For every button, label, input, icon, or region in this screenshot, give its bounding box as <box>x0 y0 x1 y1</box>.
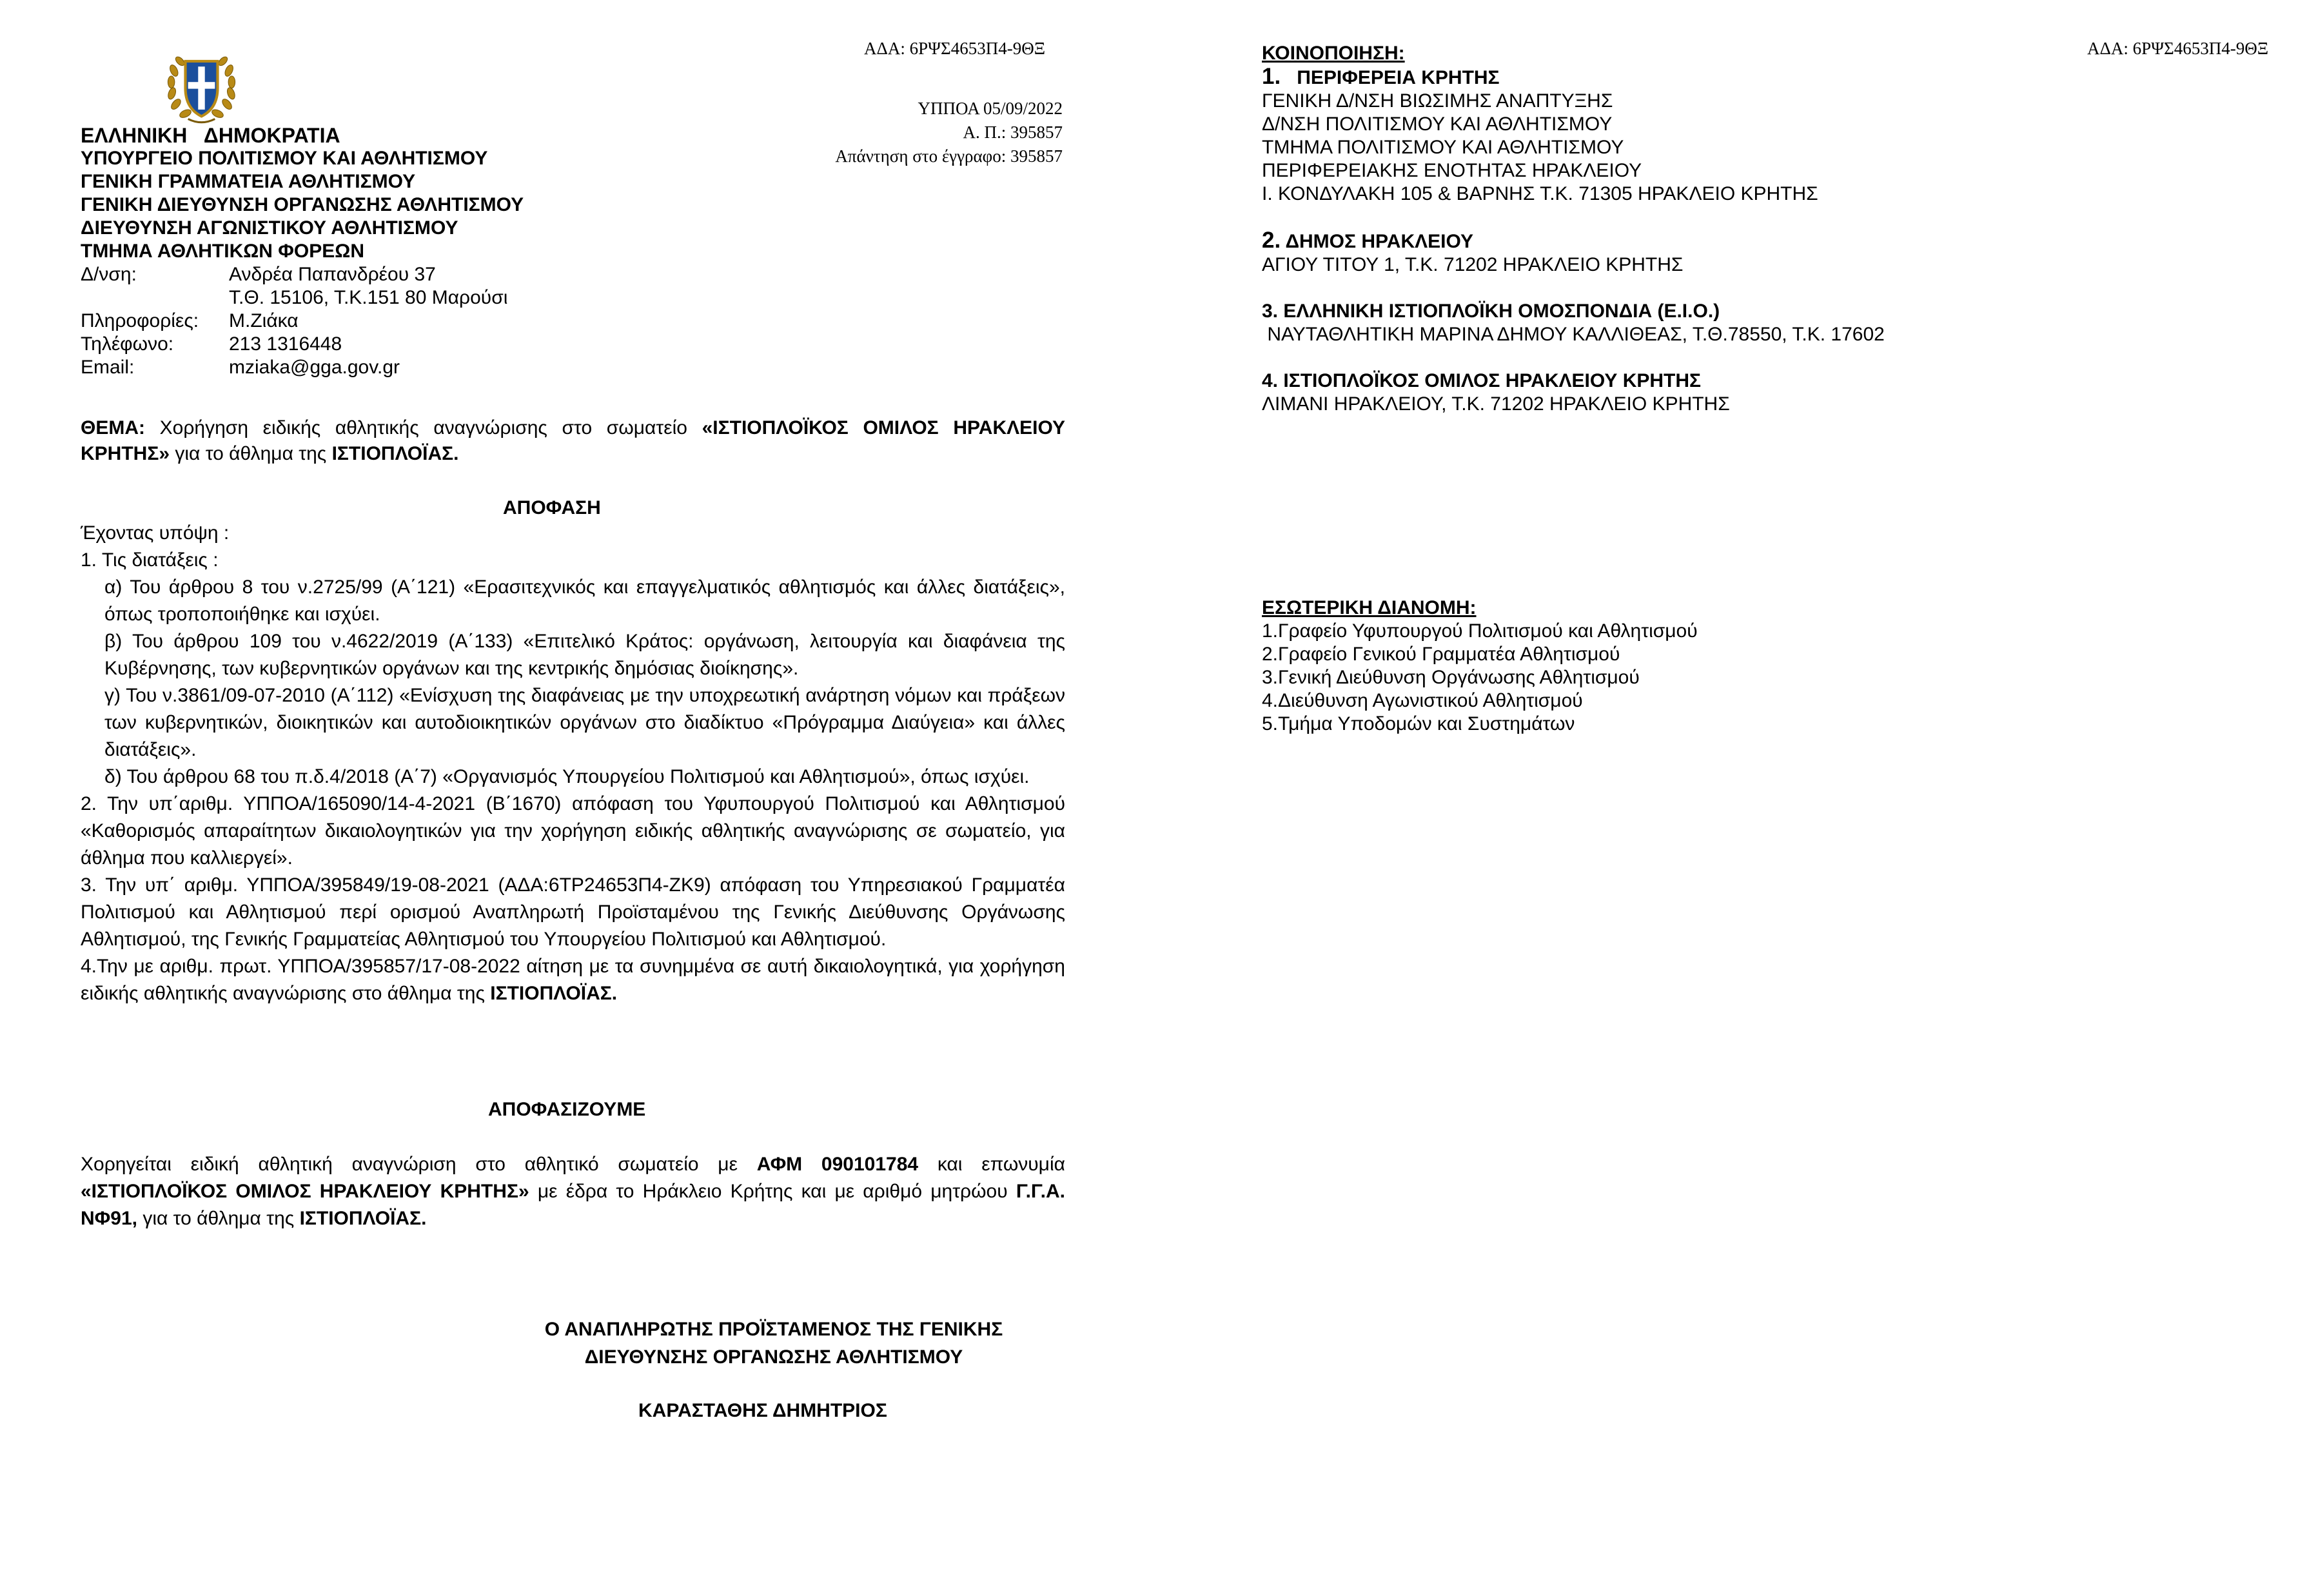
recipient-address-line: ΓΕΝΙΚΗ Δ/ΝΣΗ ΒΙΩΣΙΜΗΣ ΑΝΑΠΤΥΞΗΣ <box>1262 90 1613 112</box>
contact-details <box>81 263 725 379</box>
secretariat-line: ΓΕΝΙΚΗ ΓΡΑΜΜΑΤΕΙΑ ΑΘΛΗΤΙΣΜΟΥ <box>81 171 416 192</box>
subject-sport: ΙΣΤΙΟΠΛΟΪΑΣ. <box>331 443 459 464</box>
notification-heading: ΚΟΙΝΟΠΟΙΗΣΗ: <box>1262 43 1405 64</box>
internal-distribution <box>1262 596 1907 736</box>
decision-text: για το άθλημα της <box>137 1208 300 1229</box>
recipient-address-line: ΝΑΥΤΑΘΛΗΤΙΚΗ ΜΑΡΙΝΑ ΔΗΜΟΥ ΚΑΛΛΙΘΕΑΣ, Τ.Θ.78550, Τ.Κ. 17602 <box>1262 324 1885 345</box>
decision-afm: ΑΦΜ 090101784 <box>756 1154 919 1175</box>
signatory-title <box>387 1315 1161 1371</box>
contact-label: Δ/νση: <box>81 264 137 285</box>
distribution-item: 5.Τμήμα Υποδομών και Συστημάτων <box>1262 713 1575 734</box>
decision-heading: ΑΠΟΦΑΣΗ <box>503 497 601 518</box>
recital-item: 2. Την υπ΄αριθμ. ΥΠΠΟΑ/165090/14-4-2021 (Β΄1670) απόφαση του Υφυπουργού Πολιτισμού και Αθλητισμού «Καθορισμός απαραίτητων δικαιολογητικών για την χορήγηση ειδικής αθλητικής αναγνώρισης σε σωματείο, για άθλημα που καλλιεργεί». <box>81 793 1065 869</box>
recital-subitem: α) Του άρθρου 8 του ν.2725/99 (Α΄121) «Ερασιτεχνικός και επαγγελματικός αθλητισμός και άλλες διατάξεις», όπως τροποποιήθηκε και ισχύει. <box>104 576 1065 625</box>
recipient-title: ΔΗΜΟΣ ΗΡΑΚΛΕΙΟΥ <box>1285 231 1473 252</box>
distribution-item: 3.Γενική Διεύθυνση Οργάνωσης Αθλητισμού <box>1262 667 1640 688</box>
notification-list <box>1262 42 2036 416</box>
decision-registry: Γ.Γ.Α. ΝΦ91, <box>81 1181 1065 1229</box>
contact-label: Πληροφορίες: <box>81 310 199 331</box>
recipient-address-line: ΠΕΡΙΦΕΡΕΙΑΚΗΣ ΕΝΟΤΗΤΑΣ ΗΡΑΚΛΕΙΟΥ <box>1262 160 1642 181</box>
decision-paragraph <box>81 1151 1065 1232</box>
issuing-authority <box>81 124 725 379</box>
recipient-number: 2. <box>1262 228 1281 253</box>
contact-email[interactable]: mziaka@gga.gov.gr <box>229 357 400 378</box>
ada-code: ΑΔΑ: 6ΡΨΣ4653Π4-9ΘΞ <box>864 39 1046 58</box>
recipient-address-line: ΤΜΗΜΑ ΠΟΛΙΤΙΣΜΟΥ ΚΑΙ ΑΘΛΗΤΙΣΜΟΥ <box>1262 137 1624 158</box>
recital-subitem: δ) Του άρθρου 68 του π.δ.4/2018 (Α΄7) «Οργανισμός Υπουργείου Πολιτισμού και Αθλητισμού», όπως ισχύει. <box>104 766 1030 787</box>
distribution-item: 4.Διεύθυνση Αγωνιστικού Αθλητισμού <box>1262 690 1583 711</box>
decision-text: με έδρα το Ηράκλειο Κρήτης και με αριθμό μητρώου <box>529 1181 1016 1202</box>
ministry-line: ΥΠΟΥΡΓΕΙΟ ΠΟΛΙΤΙΣΜΟΥ ΚΑΙ ΑΘΛΗΤΙΣΜΟΥ <box>81 148 488 169</box>
reply-reference: Απάντηση στο έγγραφο: 395857 <box>835 146 1063 166</box>
signatory-title-line: Ο ΑΝΑΠΛΗΡΩΤΗΣ ΠΡΟΪΣΤΑΜΕΝΟΣ ΤΗΣ ΓΕΝΙΚΗΣ <box>544 1319 1003 1340</box>
subject-text: για το άθλημα της <box>170 443 332 464</box>
internal-distribution-heading: ΕΣΩΤΕΡΙΚΗ ΔΙΑΝΟΜΗ: <box>1262 597 1477 618</box>
recipient-title: ΠΕΡΙΦΕΡΕΙΑ ΚΡΗΤΗΣ <box>1297 67 1500 88</box>
contact-value: Ανδρέα Παπανδρέου 37 <box>229 264 436 285</box>
signatory-name: ΚΑΡΑΣΤΑΘΗΣ ΔΗΜΗΤΡΙΟΣ <box>638 1400 887 1421</box>
recipient-name <box>1262 229 2036 253</box>
decision-text: και επωνυμία <box>918 1154 1065 1175</box>
contact-label <box>81 286 229 310</box>
recital-subitem: γ) Του ν.3861/09-07-2010 (Α΄112) «Ενίσχυση της διαφάνειας με την υποχρεωτική ανάρτηση νόμων και πράξεων των κυβερνητικών, διοικητικών και αυτοδιοικητικών οργάνων στο διαδίκτυο «Πρόγραμμα Διαύγεια» και άλλες διατάξεις». <box>104 685 1065 760</box>
greek-emblem-icon <box>161 46 242 127</box>
recitals <box>81 520 1065 1007</box>
subject-label: ΘΕΜΑ: <box>81 417 145 438</box>
recital-item: 3. Την υπ΄ αριθμ. ΥΠΠΟΑ/395849/19-08-2021 (ΑΔΑ:6ΤΡ24653Π4-ΖΚ9) απόφαση του Υπηρεσιακού Γραμματέα Πολιτισμού και Αθλητισμού περί ορισμού Αναπληρωτή Προϊσταμένου της Γενικής Διεύθυνσης Οργάνωσης Αθλητισμού, της Γενικής Γραμματείας Αθλητισμού του Υπουργείου Πολιτισμού και Αθλητισμού. <box>81 874 1065 950</box>
contact-value: 213 1316448 <box>229 333 342 355</box>
protocol-reference <box>774 97 1063 168</box>
decision-club: «ΙΣΤΙΟΠΛΟΪΚΟΣ ΟΜΙΛΟΣ ΗΡΑΚΛΕΙΟΥ ΚΡΗΤΗΣ» <box>81 1181 529 1202</box>
contact-row <box>81 356 725 379</box>
ap-number: Α. Π.: 395857 <box>963 123 1063 142</box>
contact-row <box>81 286 725 310</box>
department-line: ΤΜΗΜΑ ΑΘΛΗΤΙΚΩΝ ΦΟΡΕΩΝ <box>81 241 364 262</box>
we-decide-heading: ΑΠΟΦΑΣΙΖΟΥΜΕ <box>488 1099 646 1120</box>
subject-text: Χορήγηση ειδικής αθλητικής αναγνώρισης στο σωματείο <box>145 417 702 438</box>
recital-subitem: β) Του άρθρου 109 του ν.4622/2019 (Α΄133) «Επιτελικό Κράτος: οργάνωση, λειτουργία και διαφάνεια της Κυβέρνησης, των κυβερνητικών οργάνων και της κεντρικής δημόσιας διοίκησης». <box>104 631 1065 679</box>
signatory-title-line: ΔΙΕΥΘΥΝΣΗΣ ΟΡΓΑΝΩΣΗΣ ΑΘΛΗΤΙΣΜΟΥ <box>584 1346 963 1368</box>
contact-value: Μ.Ζιάκα <box>229 310 299 331</box>
recipient-address-line: Δ/ΝΣΗ ΠΟΛΙΤΙΣΜΟΥ ΚΑΙ ΑΘΛΗΤΙΣΜΟΥ <box>1262 113 1613 135</box>
recital-item <box>81 953 1065 1007</box>
recital-item: 1. Τις διατάξεις : <box>81 549 219 571</box>
distribution-item: 2.Γραφείο Γενικού Γραμματέα Αθλητισμού <box>1262 644 1620 665</box>
contact-label: Τηλέφωνο: <box>81 333 174 355</box>
recipient-address-line: ΑΓΙΟΥ ΤΙΤΟΥ 1, Τ.Κ. 71202 ΗΡΑΚΛΕΙΟ ΚΡΗΤΗΣ <box>1262 254 1684 275</box>
republic-title: ΕΛΛΗΝΙΚΗ ΔΗΜΟΚΡΑΤΙΑ <box>81 124 340 147</box>
contact-label: Email: <box>81 357 135 378</box>
recital-text: 4.Την με αριθμ. πρωτ. ΥΠΠΟΑ/395857/17-08-2022 αίτηση με τα συνημμένα σε αυτή δικαιολογητικά, για χορήγηση ειδικής αθλητικής αναγνώρισης στο άθλημα της <box>81 956 1065 1004</box>
recipient-name: 4. ΙΣΤΙΟΠΛΟΪΚΟΣ ΟΜΙΛΟΣ ΗΡΑΚΛΕΙΟΥ ΚΡΗΤΗΣ <box>1262 370 1702 391</box>
decision-text: Χορηγείται ειδική αθλητική αναγνώριση στο αθλητικό σωματείο με <box>81 1154 757 1175</box>
document-page-right <box>1159 0 2318 1596</box>
contact-row <box>81 333 725 356</box>
distribution-item: 1.Γραφείο Υφυπουργού Πολιτισμού και Αθλητισμού <box>1262 620 1698 642</box>
recipient-address-line: Ι. ΚΟΝΔΥΛΑΚΗ 105 & ΒΑΡΝΗΣ Τ.Κ. 71305 ΗΡΑΚΛΕΙΟ ΚΡΗΤΗΣ <box>1262 183 1818 204</box>
general-directorate-line: ΓΕΝΙΚΗ ΔΙΕΥΘΥΝΣΗ ΟΡΓΑΝΩΣΗΣ ΑΘΛΗΤΙΣΜΟΥ <box>81 194 524 215</box>
contact-row <box>81 263 725 286</box>
decision-sport: ΙΣΤΙΟΠΛΟΪΑΣ. <box>299 1208 427 1229</box>
subject-club: «ΙΣΤΙΟΠΛΟΪΚΟΣ ΟΜΙΛΟΣ ΗΡΑΚΛΕΙΟΥ ΚΡΗΤΗΣ» <box>81 417 1065 464</box>
recipient-name: 3. ΕΛΛΗΝΙΚΗ ΙΣΤΙΟΠΛΟΪΚΗ ΟΜΟΣΠΟΝΔΙΑ (Ε.Ι.Ο.) <box>1262 300 1720 322</box>
recitals-intro: Έχοντας υπόψη : <box>81 522 230 544</box>
subject-paragraph <box>81 415 1065 467</box>
recipient-number: 1. <box>1262 64 1281 89</box>
recipient-address-line: ΛΙΜΑΝΙ ΗΡΑΚΛΕΙΟΥ, Τ.Κ. 71202 ΗΡΑΚΛΕΙΟ ΚΡΗΤΗΣ <box>1262 393 1730 415</box>
ada-code: ΑΔΑ: 6ΡΨΣ4653Π4-9ΘΞ <box>2087 39 2269 58</box>
recipient-name <box>1262 65 2036 90</box>
contact-row <box>81 310 725 333</box>
protocol-number: ΥΠΠΟΑ 05/09/2022 <box>918 99 1063 118</box>
recital-sport: ΙΣΤΙΟΠΛΟΪΑΣ. <box>490 983 618 1004</box>
directorate-line: ΔΙΕΥΘΥΝΣΗ ΑΓΩΝΙΣΤΙΚΟΥ ΑΘΛΗΤΙΣΜΟΥ <box>81 217 458 239</box>
contact-value: Τ.Θ. 15106, Τ.Κ.151 80 Μαρούσι <box>229 287 508 308</box>
